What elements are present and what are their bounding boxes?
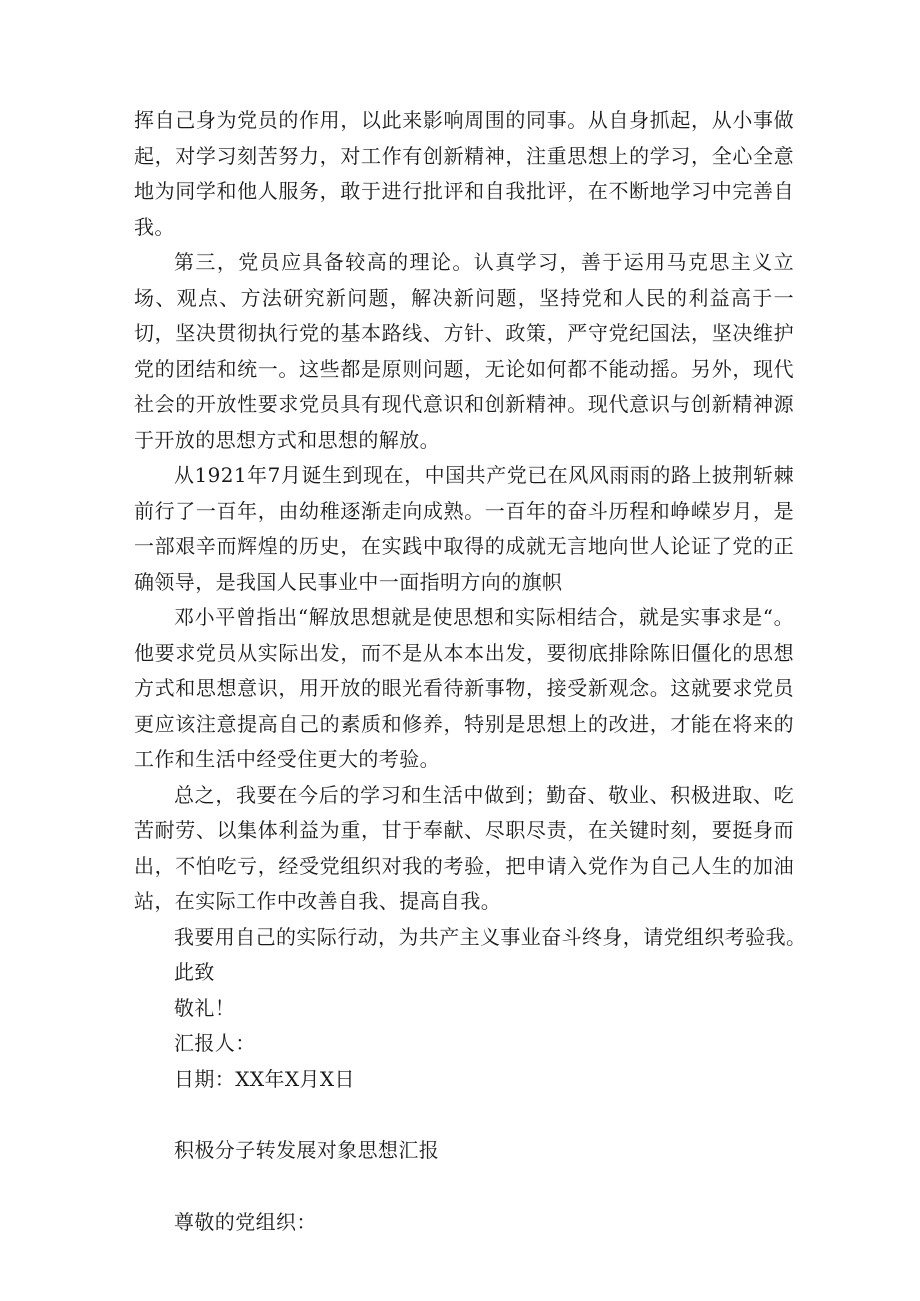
date: 日期：XX年X月X日	[174, 1066, 355, 1091]
next-title: 积极分子转发展对象思想汇报	[174, 1138, 440, 1162]
reporter: 汇报人：	[174, 1031, 256, 1055]
paragraph-4: 邓小平曾指出“解放思想就是使思想和实际相结合，就是实事求是“。他要求党员从实际出发，而不是从本本出发，要彻底排除陈旧僵化的思想方式和思想意识，用开放的眼光看待新事物，接受新观念。这就要求党员更应该注意提高自己的素质和修养，特别是思想上的改进，才能在将来的工作和生活中经受住更大的考验。	[134, 605, 794, 771]
paragraph-2: 第三，党员应具备较高的理论。认真学习，善于运用马克思主义立场、观点、方法研究新问题，解决新问题，坚持党和人民的利益高于一切，坚决贯彻执行党的基本路线、方针、政策，严守党纪国法，坚决维护党的团结和统一。这些都是原则问题，无论如何都不能动摇。另外，现代社会的开放性要求党员具有现代意识和创新精神。现代意识与创新精神源于开放的思想方式和思想的解放。	[134, 250, 794, 452]
paragraph-3: 从1921年7月诞生到现在，中国共产党已在风风雨雨的路上披荆斩棘前行了一百年，由幼稚逐渐走向成熟。一百年的奋斗历程和峥嵘岁月，是一部艰辛而辉煌的历史，在实践中取得的成就无言地向世人论证了党的正确领导，是我国人民事业中一面指明方向的旗帜	[134, 463, 794, 594]
closing: 此致	[174, 960, 215, 984]
next-greeting: 尊敬的党组织：	[174, 1209, 317, 1234]
paragraph-5: 总之，我要在今后的学习和生活中做到；勤奋、敬业、积极进取、吃苦耐劳、以集体利益为重，甘于奉献、尽职尽责，在关键时刻，要挺身而出，不怕吃亏，经受党组织对我的考验，把申请入党作为自己人生的加油站，在实际工作中改善自我、提高自我。	[134, 782, 794, 913]
paragraph-6: 我要用自己的实际行动，为共产主义事业奋斗终身，请党组织考验我。	[174, 924, 807, 949]
salute: 敬礼！	[174, 995, 236, 1020]
document-page	[134, 103, 807, 1240]
paragraph-1: 挥自己身为党员的作用，以此来影响周围的同事。从自身抓起，从小事做起，对学习刻苦努力，对工作有创新精神，注重思想上的学习，全心全意地为同学和他人服务，敢于进行批评和自我批评，在不断地学习中完善自我。	[134, 108, 794, 239]
